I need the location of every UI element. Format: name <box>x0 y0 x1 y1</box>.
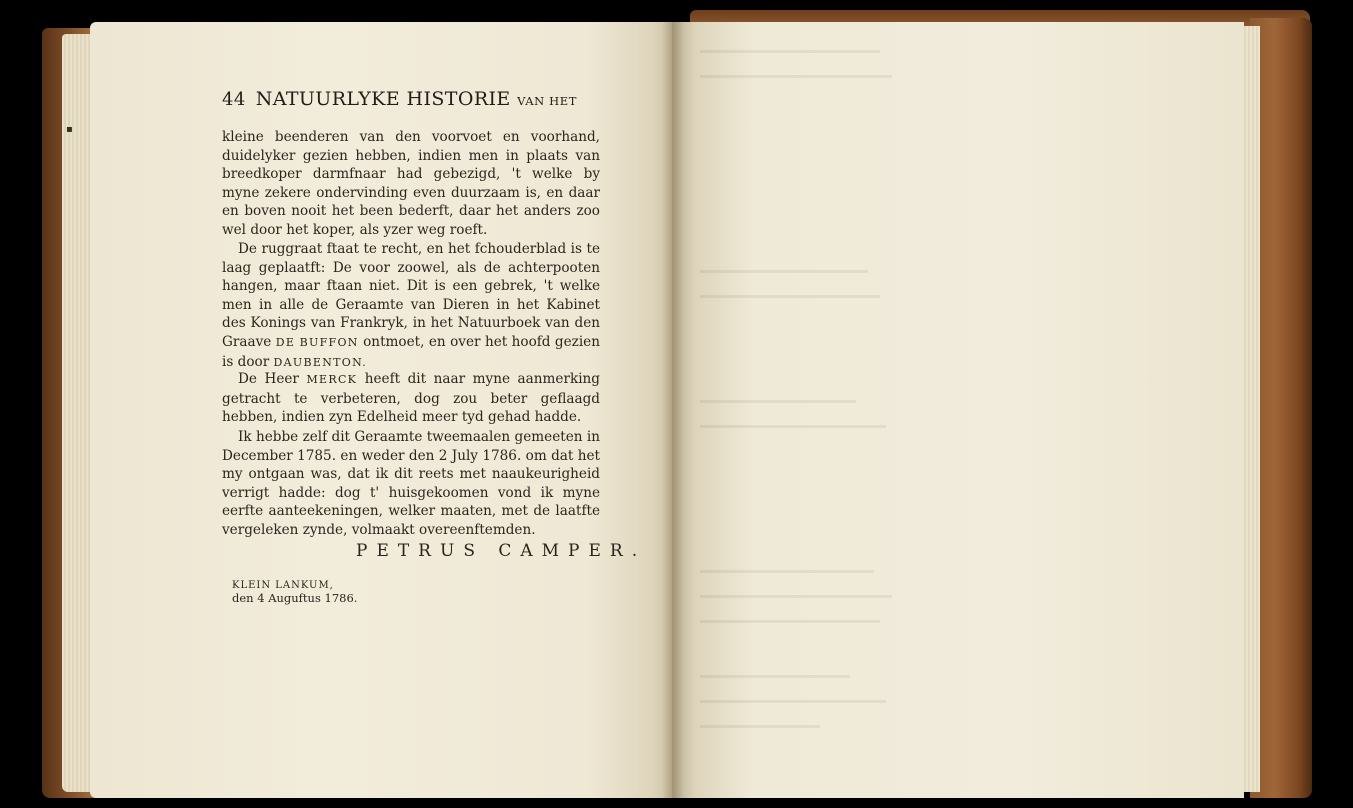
paragraph-3 <box>222 370 600 427</box>
paragraph-4-text: Ik hebbe zelf dit Geraamte tweemaalen gemeeten in December 1785. en weder den 2 July 1786. om dat het my ontgaan was, dat ik dit reets met naaukeurigheid verrigt hadde: dog t' huisgekoomen vond ik myne eerfte aanteekeningen, welker maaten, met de laatfte vergeleken zynde, volmaakt overeenftemden. <box>222 429 600 538</box>
running-header <box>222 88 607 118</box>
author-signature: PETRUS CAMPER. <box>356 541 647 561</box>
date-line: den 4 Auguftus 1786. <box>232 591 358 605</box>
place-line: KLEIN LANKUM, <box>232 580 334 591</box>
name-merck: MERCK <box>306 373 358 386</box>
paragraph-3-text-b: heeft dit naar myne aanmerking getracht te verbeteren, dog zou beter geflaagd hebben, indien zyn Edelheid meer tyd gehad hadde. <box>222 371 600 426</box>
paragraph-2 <box>222 240 600 372</box>
name-de: DE <box>275 335 296 349</box>
paragraph-1-text: kleine beenderen van den voorvoet en voorhand, duidelyker gezien hebben, indien men in plaats van breedkoper darmfnaar had gebezigd, 't welke by myne zekere ondervinding even duurzaam is, en daar en boven nooit het been bederft, daar het anders zoo wel door het koper, als yzer weg roeft. <box>222 129 600 238</box>
page-number: 44 <box>222 89 246 110</box>
paragraph-2-text-a: De ruggraat ftaat te recht, en het fchouderblad is te laag geplaatft: De voor zoowel, als de achterpooten hangen, maar ftaan niet. Dit is een gebrek, 't welke men in alle de Geraamte van Dieren in het Kabinet des Konings van Frankryk, in het Natuurboek van den Graave <box>222 241 600 350</box>
header-title-small: VAN HET <box>517 94 577 108</box>
paragraph-4 <box>222 428 600 540</box>
paragraph-1 <box>222 128 600 240</box>
paragraph-3-text-a: De Heer <box>238 371 299 387</box>
show-through-texture <box>700 40 1220 780</box>
name-daubenton: DAUBENTON. <box>273 355 368 369</box>
margin-mark: ▪ <box>66 124 73 135</box>
paragraph-2-text-b: ontmoet, en over het hoofd gezien is door <box>222 333 600 370</box>
name-buffon: BUFFON <box>299 335 359 349</box>
book-gutter <box>662 22 684 798</box>
place-and-date <box>232 579 432 605</box>
header-title: NATUURLYKE HISTORIE <box>255 88 511 110</box>
